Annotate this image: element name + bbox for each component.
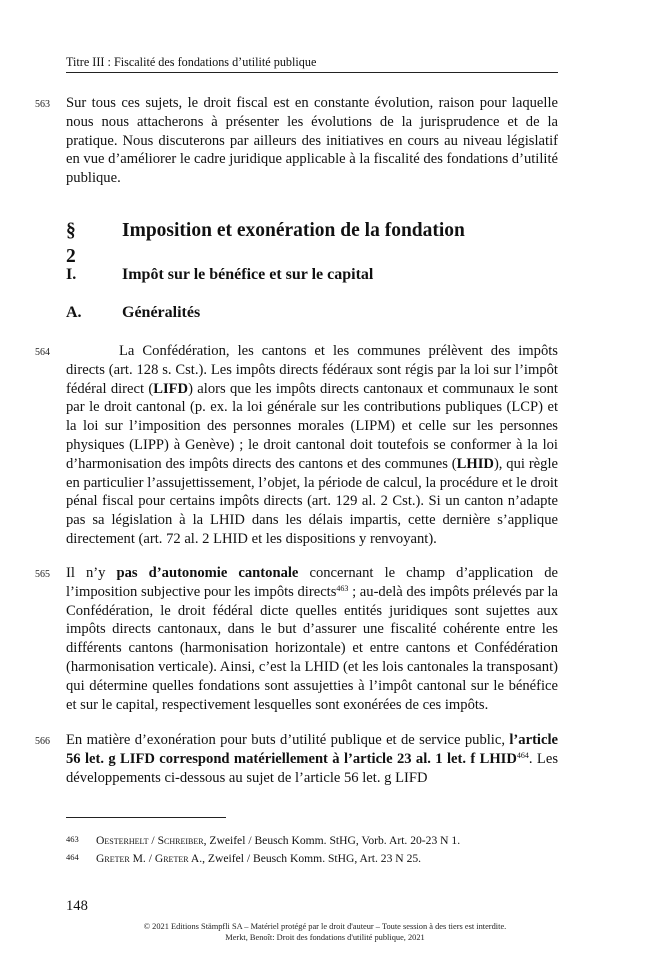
footnote-number: 464 xyxy=(66,852,79,862)
footnote-text xyxy=(96,833,460,848)
citation-line: Merkt, Benoît: Droit des fondations d'utilité publique, 2021 xyxy=(225,933,425,942)
text-run: , Zweifel / Beusch Komm. StHG, Vorb. Art. 20-23 N 1. xyxy=(203,834,461,847)
text-run: concernant le champ d’application de l’imposition subjective pour les impôts directs xyxy=(66,565,558,600)
margin-number: 564 xyxy=(35,347,50,358)
text-run: ; au-delà des impôts prélevés par la Confédération, le droit fédéral dicte quelles entités juridiques sont sujettes aux impôts directs cantonaux, dans le but d’assurer une fiscalité cohérente entre les différents cantons (harmonisation horizontale) et entre cantons et Confédération (harmonisation verticale). Ainsi, c’est la LHID (et les lois cantonales la transposant) qui détermine quelles fondations sont assujetties à l’impôt cantonal sur le bénéfice et sur le capital, respectivement lesquelles sont exonérées de ces impôts. xyxy=(66,583,559,713)
author-name: Greter xyxy=(154,852,189,865)
bold-term: l’article 56 let. g LIFD correspond matériellement à l’article 23 al. 1 let. f LHID xyxy=(66,732,558,767)
header-rule xyxy=(66,72,558,73)
margin-number: 565 xyxy=(35,569,50,580)
footnote-rule xyxy=(66,817,226,818)
text-run: La Confédération, les cantons et les communes prélèvent des impôts directs (art. 128 s. Cst.). Les impôts directs fédéraux sont régis par la loi sur l’impôt fédéral direct ( xyxy=(66,343,558,397)
section-title: Imposition et exonération de la fondation xyxy=(122,220,465,241)
footnote-number: 463 xyxy=(66,834,79,844)
paragraph-564 xyxy=(66,342,558,549)
text-run: ), qui règle en particulier l’assujettissement, l’objet, la période de calcul, la procédure et le droit pénal fiscal pour certains impôts directs (art. 129 al. 2 Cst.). Si un canton n’adapte pas sa législation à la LHID dans les délais impartis, cette dernière s’applique directement (art. 72 al. 2 LHID et les dispositions y renvoyant). xyxy=(66,455,558,547)
copyright-line: © 2021 Editions Stämpfli SA – Matériel protégé par le droit d'auteur – Toute session à des tiers est interdite. xyxy=(143,922,507,931)
running-header: Titre III : Fiscalité des fondations d’utilité publique xyxy=(66,55,317,69)
subsubsection-title: Généralités xyxy=(122,304,201,321)
bold-term: LIFD xyxy=(153,380,189,397)
paragraph-565 xyxy=(66,564,558,714)
paragraph-566 xyxy=(66,731,558,787)
footnote-ref[interactable]: 464 xyxy=(516,750,529,760)
text-run: M. / xyxy=(129,852,155,865)
subsection-number: I. xyxy=(66,266,77,283)
footnote-text xyxy=(96,851,421,866)
paragraph-563: Sur tous ces sujets, le droit fiscal est en constante évolution, raison pour laquelle nous nous attacherons à présenter les évolutions de la jurisprudence et de la pratique. Nous discuterons par ailleurs des initiatives en cours au niveau législatif en vue d’améliorer le cadre juridique applicable à la fiscalité des fondations d’utilité publique. xyxy=(66,95,558,187)
author-name: Schreiber xyxy=(157,834,204,847)
text-run: . Les développements ci-dessous au sujet de l’article 56 let. g LIFD xyxy=(66,750,558,786)
author-name: Greter xyxy=(96,852,130,865)
text-run: A., Zweifel / Beusch Komm. StHG, Art. 23 N 25. xyxy=(188,852,422,865)
margin-number: 563 xyxy=(35,99,50,110)
text-run: / xyxy=(148,834,158,847)
text-run: ) alors que les impôts directs cantonaux et communaux le sont par le droit cantonal (p. ex. la loi générale sur les contributions publiques (LCP) et la loi sur l’imposition des personnes morales (LIPM) et celle sur les personnes physiques (LIPP) à Genève) ; le droit cantonal doit toutefois se conformer à la loi d’harmonisation des impôts directs des cantons et des communes ( xyxy=(66,380,558,472)
subsubsection-number: A. xyxy=(66,304,82,321)
text-run: En matière d’exonération pour buts d’utilité publique et de service public, xyxy=(66,732,510,748)
page-number: 148 xyxy=(66,898,88,914)
author-name: Oesterhelt xyxy=(96,834,149,847)
bold-term: pas d’autonomie cantonale xyxy=(116,565,299,581)
margin-number: 566 xyxy=(35,736,50,747)
section-number: § 2 xyxy=(66,220,76,267)
subsection-title: Impôt sur le bénéfice et sur le capital xyxy=(122,266,374,283)
text-run: Il n’y xyxy=(66,565,117,581)
footnote-ref[interactable]: 463 xyxy=(336,583,349,593)
bold-term: LHID xyxy=(456,455,494,472)
